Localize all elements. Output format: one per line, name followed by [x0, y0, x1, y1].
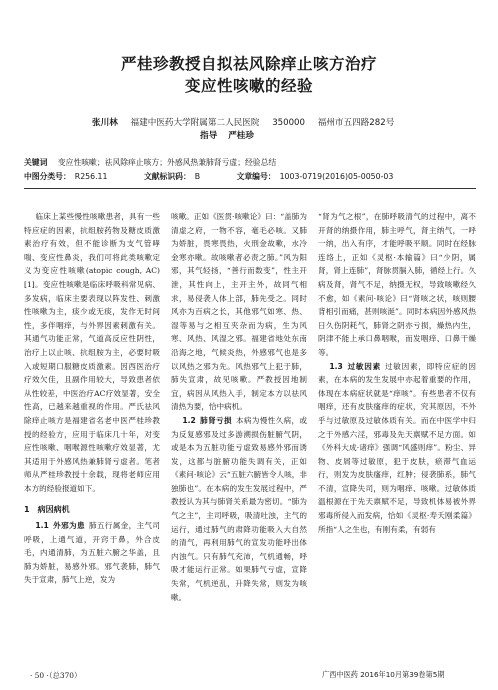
subsection-1-1 [24, 519, 160, 587]
mentor-label: 指导 [200, 131, 218, 141]
subsection-1-2 [171, 414, 307, 604]
article-number-value: 1003-0719(2016)05-0050-03 [279, 172, 394, 181]
keywords-line [24, 157, 276, 168]
doc-code-label: 文献标识码： [143, 172, 191, 181]
mentor-name: 严桂珍 [228, 131, 254, 141]
article-title-line2: 变应性咳嗽的经验 [184, 77, 313, 95]
subsection-1-3-number: 1.3 [329, 361, 343, 371]
header-rule [24, 188, 476, 189]
subsection-1-3-title: 过敏因素 [346, 361, 381, 371]
article-number-label: 文章编号： [236, 172, 276, 181]
doc-code-value: B [194, 172, 201, 181]
author-affiliation: 福建中医药大学附属第二人民医院 [130, 118, 260, 128]
intro-paragraph: 临床上某些慢性咳嗽患者，具有一些特应症的因素，抗组胺药物及糖皮质激素治疗有效，但不能诊断为支气管哮喘、变应性鼻炎，我们可将此类咳嗽定义为变应性咳嗽(atopic cough, AC)[1]。变应性咳嗽是临床呼吸科常见病、多发病，临床主要表现以阵发性、刺激性咳嗽为主，痰少或无痰，发作无时间性，多伴咽痒，与外界因素刺激有关。其通气功能正常，气道高反应性阴性，治疗上以止咳、抗组胺为主，必要时吸入或短期口服糖皮质激素。因西医治疗疗效欠佳，且副作用较大，导致患者依从性较差，中医治疗AC疗效显著，安全性高，已越来越重视的作用。严氏祛风除痒止咳方是福建省名老中医严桂珍教授的经验方，应用于临床几十年，对变应性咳嗽、咽喉源性咳嗽疗效显著，尤其适用于外感风热兼肺肾亏虚者。笔者师从严桂珍教授十余载，现将老师应用本方的经验报道如下。 [24, 212, 160, 493]
keywords-text: 变应性咳嗽；祛风除痒止咳方；外感风热兼肺肾亏虚；经验总结 [57, 158, 277, 167]
subsection-1-1-text: 肺五行属金，主气司呼吸，上通气道，开窍于鼻，外合皮毛，内通清肺，为五脏六腑之华盖，且肺为娇脏，易感外邪。邪气袭肺，肺气失于宣肃，肺气上逆，发为 [24, 521, 160, 585]
author-line [92, 116, 432, 128]
author-names: 张川林 [92, 118, 118, 128]
body-column-3 [318, 210, 476, 650]
col2-paragraph: 咳嗽。正如《医贯·咳嗽论》曰：“盖肺为清虚之府，一物不容，毫毛必咳。又肺为娇脏，畏寒畏热，火刑金故嗽，水冷金寒亦嗽。故咳嗽者必责之肺。”风为阳邪，其气轻扬，“善行而数变”，性主开泄，其性向上，主开主外，故同气相求，易侵袭人体上部，肺先受之。同时风亦为百病之长，其他邪气如寒、热、湿等易与之相互夹杂而为病，生为风寒、风热、风湿之邪。福建省地处东南沿海之地，气候炎热，外感邪气也是多以风热之邪为先。风热邪气上犯于肺，肺失宣肃，故见咳嗽。严教授因地制宜，病因从风热入手，制定本方以祛风清热为要，恰中病机。 [171, 212, 307, 412]
body-column-2 [171, 210, 307, 650]
subsection-1-2-number: 1.2 [182, 415, 196, 425]
col3-paragraph: “肾为气之根”，在肺呼吸清气的过程中，离不开肾的纳摄作用，肺主呼气，肾主纳气，一呼一纳，出入有序，才能呼吸平顺。同时在经脉连络上，正如《灵枢·本输篇》曰“少阴，属肾，肾上连肺”，肾脉贯膈入肺，循经上行。久病及肾，肾气不足，纳摄无权，导致咳嗽经久不愈，如《素问·咳论》曰“肾咳之状，咳则腰背相引而痛，甚则咳涎”。同时本病因外感风热日久伤阴耗气，肺肾之阴亦亏损，燥热内生，阴津不能上承口鼻咽喉，而发咽痒、口鼻干燥等。 [318, 212, 476, 357]
journal-info: 广西中医药 2016年10月第39卷第5期 [322, 670, 445, 679]
body-column-1 [24, 210, 160, 650]
section-heading-1: 1 病因病机 [24, 505, 70, 515]
subsection-1-3-text: 过敏因素，即特应症的因素，在本病的发生发展中亦起着重要的作用，体现在本病症状就是“痒咳”。有些患者不仅有咽痒，还有皮肤瘙痒的症状，究其原因，不外乎与过敏原及过敏体质有关。而在中医学中归之于外感六淫，邪毒及先天禀赋不足方面。如《外科大成·诸痒》强调“风盛则痒”。粉尘、异物、皮屑等过敏原，犯于皮肤，瘀滞气血运行，则发为皮肤瘙痒，红肿；侵袭肺系，肺气不清，宣降失司，则为咽痒、咳嗽。过敏体质温根源在于先天禀赋不足，导致机体易被外界邪毒所侵入而发病，恰如《灵枢·寿夭刚柔篇》所指“人之生也，有刚有柔，有弱有 [318, 361, 476, 534]
mentor-line [200, 129, 262, 141]
subsection-1-3 [318, 360, 476, 537]
author-city: 福州市五四路282号 [317, 118, 395, 128]
classification-line [24, 171, 427, 182]
clc-label: 中图分类号： [24, 172, 71, 181]
subsection-1-1-number: 1.1 [35, 521, 49, 531]
author-postcode: 350000 [272, 118, 305, 128]
page-number: · 50 ·（总370） [30, 671, 82, 680]
subsection-1-1-title: 外邪为患 [52, 521, 85, 531]
subsection-1-2-text: 本病为慢性久病，或为反复感邪及过多游溯损伤脏腑气阴，或是本为五脏功能亏虚致易感外邪而诱发，这都与脏腑功能失调有关，正如《素问·咳论》云“五脏六腑皆令人咳，非独肺也”。在本病的发生发展过程中，严教授认为其与肺肾关系最为密切。“肺为气之主”，主司呼吸，吸清吐浊，主气的运行，通过肺气的肃降功能吸入大自然的清气，再利用肺气的宣发功能呼出体内浊气。只有肺气充沛，气机通畅，呼吸才能运行正常。如果肺气亏虚，宣降失常，气机逆乱，升降失常，则发为咳嗽。 [171, 415, 307, 602]
clc-value: R256.11 [74, 172, 108, 181]
subsection-1-2-title: 肺肾亏损 [199, 415, 232, 425]
keywords-label: 关键词 [24, 158, 48, 167]
article-title-line1: 严桂珍教授自拟祛风除痒止咳方治疗 [120, 55, 377, 73]
